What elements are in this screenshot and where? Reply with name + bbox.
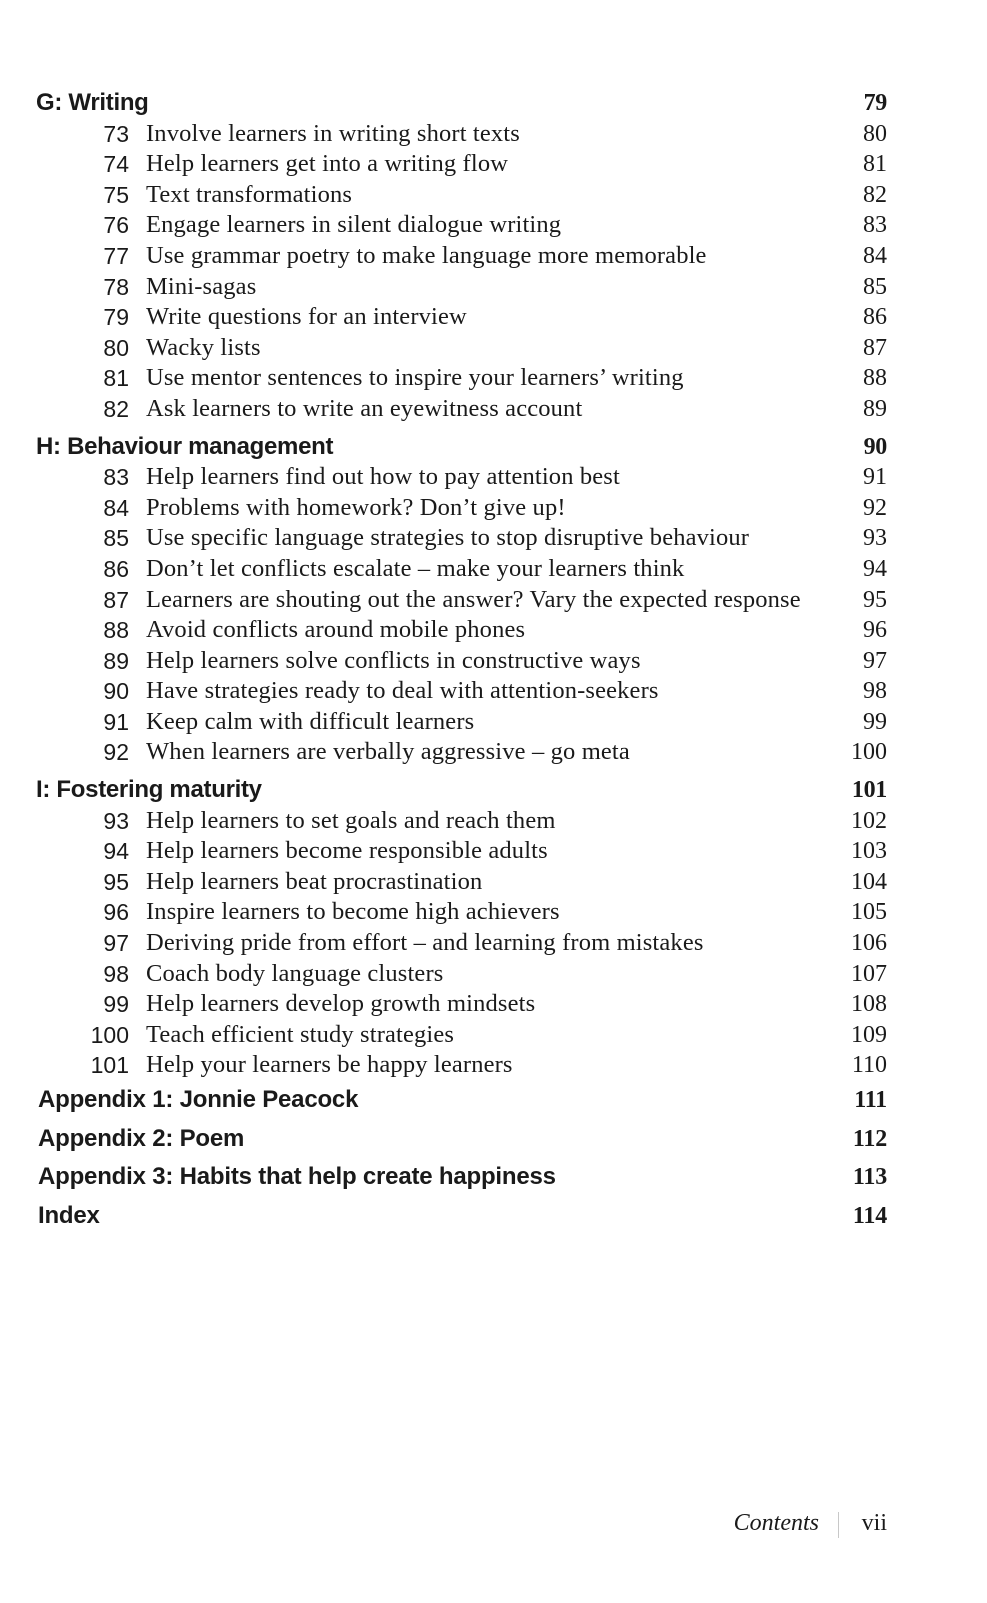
running-footer-label: Contents [733, 1510, 819, 1536]
entry-page-number: 110 [851, 1052, 887, 1079]
entry-page-number: 91 [863, 464, 887, 491]
toc-entry[interactable] [0, 585, 987, 616]
entry-page-number: 87 [863, 334, 887, 361]
toc-entry[interactable] [0, 363, 987, 394]
entry-number: 92 [103, 739, 129, 766]
toc-entry[interactable] [0, 646, 987, 677]
page-number: vii [861, 1510, 887, 1536]
toc-entry[interactable] [0, 272, 987, 303]
entry-title: Help learners solve conflicts in constructive ways [146, 646, 641, 674]
appendix-title: Appendix 3: Habits that help create happiness [38, 1163, 556, 1190]
entry-title: Wacky lists [146, 333, 261, 361]
entry-number: 100 [90, 1021, 129, 1048]
toc-entry[interactable] [0, 554, 987, 585]
toc-entry[interactable] [0, 462, 987, 493]
appendix-page-number: 113 [852, 1164, 887, 1190]
appendix-entry[interactable] [0, 1158, 987, 1197]
entry-title: Teach efficient study strategies [146, 1020, 455, 1048]
entry-title: Help learners find out how to pay attention best [146, 463, 620, 491]
toc-entry[interactable] [0, 523, 987, 554]
table-of-contents [0, 88, 987, 1235]
entry-number: 77 [103, 242, 129, 269]
toc-entry[interactable] [0, 676, 987, 707]
entry-title: Help your learners be happy learners [146, 1051, 513, 1079]
entry-number: 91 [103, 708, 129, 735]
entry-number: 81 [103, 365, 129, 392]
toc-entry[interactable] [0, 867, 987, 898]
entry-title: Help learners beat procrastination [146, 867, 483, 895]
entry-number: 90 [103, 678, 129, 705]
section-title: G: Writing [36, 89, 149, 116]
entry-page-number: 81 [863, 151, 887, 178]
toc-entry[interactable] [0, 210, 987, 241]
entry-number: 99 [103, 991, 129, 1018]
entry-title: Problems with homework? Don’t give up! [146, 493, 566, 521]
entry-number: 76 [103, 212, 129, 239]
toc-entry[interactable] [0, 836, 987, 867]
entry-title: Help learners become responsible adults [146, 837, 548, 865]
entry-title: Avoid conflicts around mobile phones [146, 616, 526, 644]
entry-title: Keep calm with difficult learners [146, 707, 475, 735]
entry-number: 95 [103, 868, 129, 895]
entry-page-number: 85 [863, 273, 887, 300]
entry-number: 97 [103, 930, 129, 957]
toc-entry[interactable] [0, 394, 987, 425]
entry-number: 73 [103, 120, 129, 147]
entry-page-number: 102 [851, 807, 887, 834]
toc-entry[interactable] [0, 333, 987, 364]
section-page-number: 90 [863, 433, 887, 460]
entry-title: Use mentor sentences to inspire your learners’ writing [146, 364, 684, 392]
section-page-number: 79 [863, 90, 887, 116]
entry-page-number: 104 [851, 868, 887, 895]
appendix-page-number: 111 [854, 1087, 887, 1113]
toc-entry[interactable] [0, 180, 987, 211]
entry-page-number: 84 [863, 242, 887, 269]
entry-page-number: 93 [863, 525, 887, 552]
entry-title: Help learners to set goals and reach them [146, 806, 556, 834]
footer-divider [838, 1512, 839, 1538]
entry-number: 78 [103, 273, 129, 300]
entry-title: Mini-sagas [146, 272, 257, 300]
section-heading[interactable] [0, 775, 987, 806]
entry-number: 93 [103, 807, 129, 834]
entry-page-number: 103 [851, 838, 887, 865]
entry-number: 79 [103, 304, 129, 331]
entry-number: 98 [103, 960, 129, 987]
toc-entry[interactable] [0, 302, 987, 333]
entry-page-number: 96 [863, 617, 887, 644]
entry-title: Involve learners in writing short texts [146, 119, 520, 147]
entry-number: 94 [103, 838, 129, 865]
section-page-number: 101 [851, 777, 887, 804]
toc-entry[interactable] [0, 806, 987, 837]
appendix-entry[interactable] [0, 1081, 987, 1120]
entry-number: 84 [103, 494, 129, 521]
section-heading[interactable] [0, 88, 987, 119]
entry-number: 101 [90, 1052, 129, 1079]
toc-entry[interactable] [0, 149, 987, 180]
entry-page-number: 95 [863, 586, 887, 613]
section-title: I: Fostering maturity [36, 776, 262, 804]
toc-entry[interactable] [0, 241, 987, 272]
entry-number: 82 [103, 395, 129, 422]
entry-page-number: 88 [863, 365, 887, 392]
toc-entry[interactable] [0, 989, 987, 1020]
entry-title: Coach body language clusters [146, 959, 444, 987]
entry-number: 96 [103, 899, 129, 926]
appendix-page-number: 114 [852, 1202, 887, 1229]
entry-title: Write questions for an interview [146, 303, 467, 331]
entry-title: Help learners develop growth mindsets [146, 990, 536, 1018]
entry-page-number: 99 [863, 708, 887, 735]
entry-number: 85 [103, 525, 129, 552]
appendix-title: Index [38, 1201, 100, 1229]
entry-number: 86 [103, 555, 129, 582]
toc-entry[interactable] [0, 615, 987, 646]
entry-title: Inspire learners to become high achievers [146, 898, 560, 926]
entry-page-number: 97 [863, 647, 887, 674]
toc-entry[interactable] [0, 1020, 987, 1051]
entry-page-number: 80 [863, 120, 887, 147]
entry-title: Don’t let conflicts escalate – make your learners think [146, 554, 685, 582]
toc-entry[interactable] [0, 928, 987, 959]
entry-number: 83 [103, 464, 129, 491]
entry-title: Engage learners in silent dialogue writing [146, 211, 562, 239]
toc-entry[interactable] [0, 493, 987, 524]
appendix-entry[interactable] [0, 1197, 987, 1236]
toc-entry[interactable] [0, 737, 987, 768]
entry-page-number: 89 [863, 395, 887, 422]
appendix-title: Appendix 1: Jonnie Peacock [38, 1086, 359, 1113]
entry-number: 75 [103, 181, 129, 208]
entry-page-number: 86 [863, 304, 887, 331]
appendix-title: Appendix 2: Poem [38, 1124, 245, 1152]
entry-title: Have strategies ready to deal with attention-seekers [146, 677, 659, 705]
entry-title: Use grammar poetry to make language more memorable [146, 241, 707, 269]
entry-title: Ask learners to write an eyewitness account [146, 394, 583, 422]
entry-page-number: 94 [863, 555, 887, 582]
section-title: H: Behaviour management [36, 432, 334, 460]
entry-title: Learners are shouting out the answer? Vary the expected response [146, 585, 801, 613]
entry-title: Text transformations [146, 180, 353, 208]
entry-number: 87 [103, 586, 129, 613]
entry-title: Help learners get into a writing flow [146, 150, 509, 178]
entry-title: Use specific language strategies to stop disruptive behaviour [146, 524, 750, 552]
section-heading[interactable] [0, 432, 987, 463]
toc-entry[interactable] [0, 1050, 987, 1081]
entry-page-number: 107 [851, 960, 887, 987]
entry-page-number: 92 [863, 494, 887, 521]
entry-page-number: 108 [851, 991, 887, 1018]
entry-page-number: 105 [851, 899, 887, 926]
toc-entry[interactable] [0, 897, 987, 928]
entry-page-number: 100 [851, 739, 887, 766]
appendix-entry[interactable] [0, 1120, 987, 1159]
page-footer [0, 1510, 987, 1542]
entry-page-number: 109 [851, 1021, 887, 1048]
entry-number: 88 [103, 617, 129, 644]
entry-page-number: 83 [863, 212, 887, 239]
entry-page-number: 82 [863, 181, 887, 208]
entry-number: 80 [103, 334, 129, 361]
toc-entry[interactable] [0, 959, 987, 990]
entry-number: 74 [103, 151, 129, 178]
entry-number: 89 [103, 647, 129, 674]
entry-title: Deriving pride from effort – and learning from mistakes [146, 929, 704, 957]
toc-entry[interactable] [0, 707, 987, 738]
entry-page-number: 98 [863, 678, 887, 705]
toc-entry[interactable] [0, 119, 987, 150]
appendix-page-number: 112 [852, 1125, 887, 1152]
entry-title: When learners are verbally aggressive – go meta [146, 738, 630, 766]
entry-page-number: 106 [851, 930, 887, 957]
